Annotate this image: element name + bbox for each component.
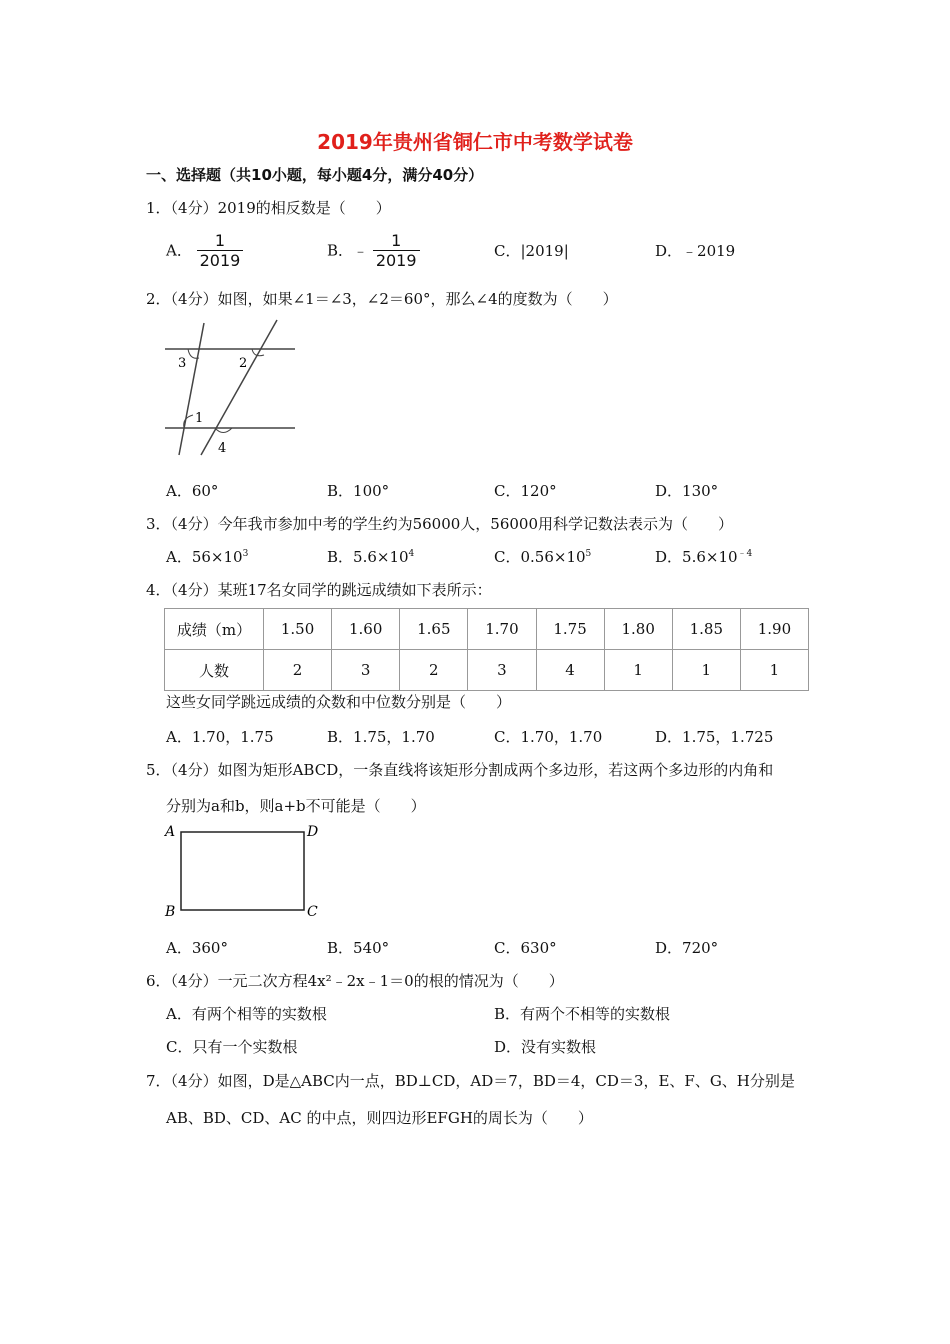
table-cell: 1.90 bbox=[740, 609, 808, 650]
table-cell: 1 bbox=[740, 650, 808, 691]
q4-option-b: B．1.75，1.70 bbox=[327, 728, 435, 746]
q3-option-a-exponent: 3 bbox=[242, 549, 249, 559]
q1-option-b-fraction bbox=[373, 232, 420, 271]
table-cell: 1 bbox=[604, 650, 672, 691]
q5-option-c: C．630° bbox=[494, 939, 557, 957]
q3-option-d-exponent: ﹣4 bbox=[737, 549, 753, 559]
q1-option-b-label: B．﹣ bbox=[327, 241, 369, 260]
q5-vertex-label-d: D bbox=[307, 824, 319, 840]
q2-angle-label-2: 2 bbox=[239, 356, 248, 371]
q3-option-b bbox=[327, 546, 414, 567]
q4-question: 这些女同学跳远成绩的众数和中位数分别是（ ） bbox=[166, 693, 512, 711]
table-cell: 1 bbox=[672, 650, 740, 691]
q1-stem: 1．（4分）2019的相反数是（ ） bbox=[146, 199, 391, 217]
q5-option-a: A．360° bbox=[166, 939, 228, 957]
q1-option-a-numerator: 1 bbox=[197, 232, 244, 251]
q7-stem-line1: 7．（4分）如图，D是△ABC内一点，BD⊥CD，AD＝7，BD＝4，CD＝3，E、F、G、H分别是 bbox=[146, 1072, 795, 1090]
q1-option-a-fraction bbox=[197, 232, 244, 271]
q2-angle-label-3: 3 bbox=[178, 356, 187, 371]
q4-option-d: D．1.75，1.725 bbox=[655, 728, 774, 746]
q6-option-d: D．没有实数根 bbox=[494, 1038, 597, 1056]
q5-option-b: B．540° bbox=[327, 939, 390, 957]
q3-option-c bbox=[494, 546, 591, 567]
table-cell: 2 bbox=[400, 650, 468, 691]
q6-option-a: A．有两个相等的实数根 bbox=[166, 1005, 327, 1023]
table-cell: 1.85 bbox=[672, 609, 740, 650]
q3-option-b-exponent: 4 bbox=[408, 549, 415, 559]
table-cell: 3 bbox=[332, 650, 400, 691]
table-cell: 2 bbox=[264, 650, 332, 691]
q4-option-a: A．1.70，1.75 bbox=[166, 728, 274, 746]
q2-parallel-lines-figure bbox=[160, 318, 305, 460]
q5-vertex-label-c: C bbox=[307, 904, 318, 920]
page-title: 2019年贵州省铜仁市中考数学试卷 bbox=[317, 130, 633, 154]
q5-vertex-label-b: B bbox=[165, 904, 176, 920]
q4-option-c: C．1.70，1.70 bbox=[494, 728, 603, 746]
q3-option-b-text: B．5.6×10 bbox=[327, 548, 409, 566]
q2-angle-label-4: 4 bbox=[218, 441, 227, 456]
table-header-score: 成绩（m） bbox=[165, 609, 264, 650]
q3-stem: 3．（4分）今年我市参加中考的学生约为56000人，56000用科学记数法表示为（ ） bbox=[146, 515, 734, 533]
q5-option-d: D．720° bbox=[655, 939, 719, 957]
q1-option-a bbox=[166, 232, 243, 271]
q2-option-a: A．60° bbox=[166, 482, 219, 500]
table-cell: 4 bbox=[536, 650, 604, 691]
table-cell: 1.75 bbox=[536, 609, 604, 650]
table-header-count: 人数 bbox=[165, 650, 264, 691]
table-cell: 1.50 bbox=[264, 609, 332, 650]
table-row bbox=[165, 609, 809, 650]
table-cell: 1.60 bbox=[332, 609, 400, 650]
q1-option-b bbox=[327, 232, 420, 271]
q5-stem-line1: 5．（4分）如图为矩形ABCD，一条直线将该矩形分割成两个多边形，若这两个多边形的内角和 bbox=[146, 761, 774, 779]
q4-stem: 4．（4分）某班17名女同学的跳远成绩如下表所示： bbox=[146, 581, 492, 599]
section-heading: 一、选择题（共10小题，每小题4分，满分40分） bbox=[146, 166, 484, 184]
q3-option-a bbox=[166, 546, 248, 567]
q2-option-d: D．130° bbox=[655, 482, 719, 500]
q1-option-a-denominator: 2019 bbox=[199, 251, 241, 270]
q5-stem-line2: 分别为a和b，则a+b不可能是（ ） bbox=[166, 797, 426, 815]
q3-option-c-exponent: 5 bbox=[585, 549, 592, 559]
q1-option-c: C．|2019| bbox=[494, 242, 569, 260]
q7-stem-line2: AB、BD、CD、AC 的中点，则四边形EFGH的周长为（ ） bbox=[166, 1109, 593, 1127]
q3-option-d bbox=[655, 546, 752, 567]
q1-option-b-numerator: 1 bbox=[373, 232, 420, 251]
q2-option-b: B．100° bbox=[327, 482, 390, 500]
q6-option-b: B．有两个不相等的实数根 bbox=[494, 1005, 671, 1023]
q1-option-b-denominator: 2019 bbox=[375, 251, 417, 270]
table-cell: 1.70 bbox=[468, 609, 536, 650]
q4-score-table bbox=[164, 608, 809, 691]
q3-option-a-text: A．56×10 bbox=[166, 548, 243, 566]
q6-option-c: C．只有一个实数根 bbox=[166, 1038, 298, 1056]
q5-rectangle-figure bbox=[160, 820, 330, 922]
table-cell: 1.80 bbox=[604, 609, 672, 650]
table-cell: 1.65 bbox=[400, 609, 468, 650]
q1-option-d: D．﹣2019 bbox=[655, 242, 736, 260]
q5-vertex-label-a: A bbox=[165, 824, 176, 840]
q2-stem: 2．（4分）如图，如果∠1＝∠3，∠2＝60°，那么∠4的度数为（ ） bbox=[146, 290, 618, 308]
table-cell: 3 bbox=[468, 650, 536, 691]
table-row bbox=[165, 650, 809, 691]
q1-option-a-label: A． bbox=[166, 241, 192, 260]
q2-option-c: C．120° bbox=[494, 482, 557, 500]
q3-option-d-text: D．5.6×10 bbox=[655, 548, 738, 566]
q2-angle-label-1: 1 bbox=[195, 411, 204, 426]
q3-option-c-text: C．0.56×10 bbox=[494, 548, 586, 566]
q6-stem: 6．（4分）一元二次方程4x²﹣2x﹣1＝0的根的情况为（ ） bbox=[146, 972, 564, 990]
